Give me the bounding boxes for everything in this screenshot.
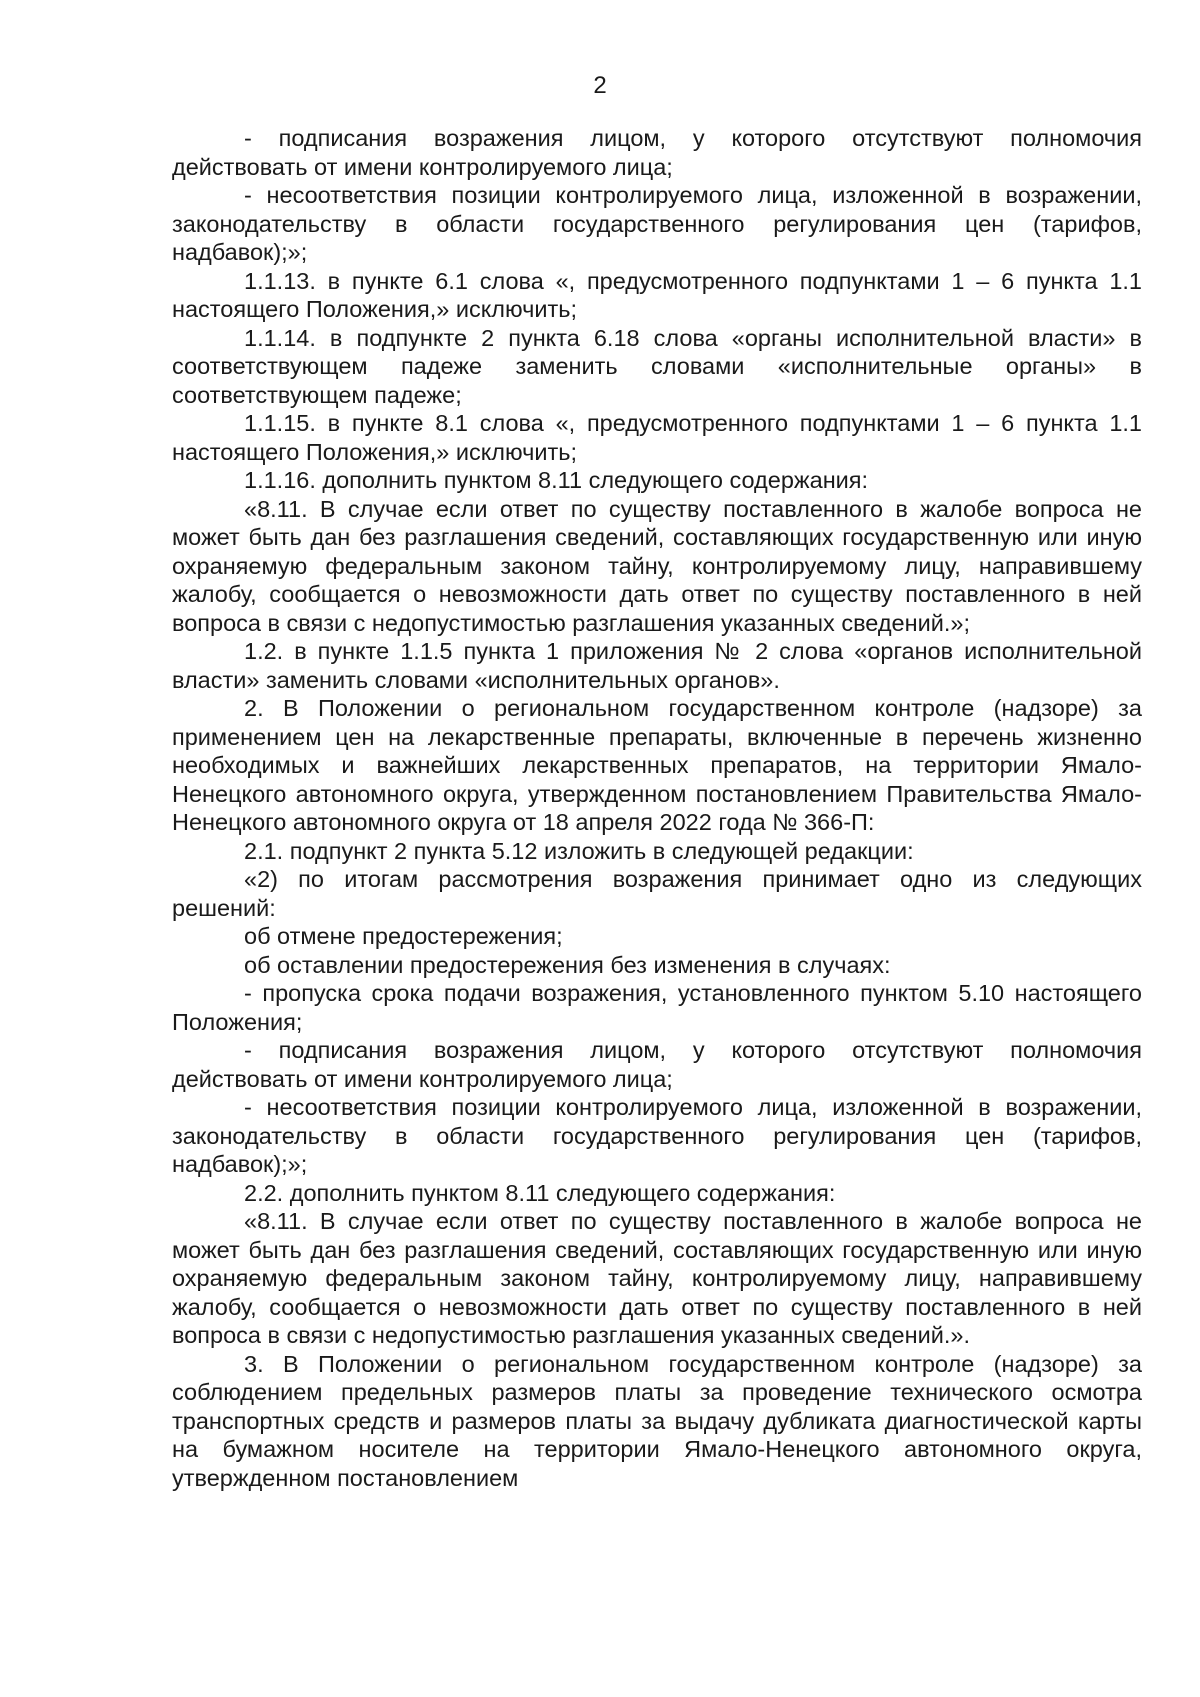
paragraph: 3. В Положении о региональном государственном контроле (надзоре) за соблюдением предельных размеров платы за проведение технического осмотра транспортных средств и размеров платы за выдачу дубликата диагностической карты на бумажном носителе на территории Ямало-Ненецкого автономного округа, утвержденном постановлением — [172, 1350, 1142, 1491]
paragraph: «8.11. В случае если ответ по существу поставленного в жалобе вопроса не может быть дан без разглашения сведений, составляющих государственную или иную охраняемую федеральным законом тайну, контролируемому лицу, направившему жалобу, сообщается о невозможности дать ответ по существу поставленного в ней вопроса в связи с недопустимостью разглашения указанных сведений.»; — [172, 495, 1142, 636]
paragraph: - пропуска срока подачи возражения, установленного пунктом 5.10 настоящего Положения; — [172, 980, 1142, 1035]
page-number: 2 — [593, 72, 607, 99]
paragraph: об оставлении предостережения без изменения в случаях: — [244, 951, 891, 978]
paragraph: 2. В Положении о региональном государственном контроле (надзоре) за применением цен на лекарственные препараты, включенные в перечень жизненно необходимых и важнейших лекарственных препаратов, на территории Ямало-Ненецкого автономного округа, утвержденном постановлением Правительства Ямало-Ненецкого автономного округа от 18 апреля 2022 года № 366-П: — [172, 695, 1142, 835]
paragraph: 1.1.13. в пункте 6.1 слова «, предусмотренного подпунктами 1 – 6 пункта 1.1 настоящего Положения,» исключить; — [172, 267, 1142, 322]
paragraph: 1.1.14. в подпункте 2 пункта 6.18 слова «органы исполнительной власти» в соответствующем падеже заменить словами «исполнительные органы» в соответствующем падеже; — [172, 324, 1142, 408]
paragraph: «2) по итогам рассмотрения возражения принимает одно из следующих решений: — [172, 866, 1142, 921]
paragraph: - несоответствия позиции контролируемого лица, изложенной в возражении, законодательству в области государственного регулирования цен (тарифов, надбавок);»; — [172, 182, 1142, 265]
paragraph: 1.2. в пункте 1.1.5 пункта 1 приложения № 2 слова «органов исполнительной власти» заменить словами «исполнительных органов». — [172, 638, 1142, 693]
paragraph: - подписания возражения лицом, у которого отсутствуют полномочия действовать от имени контролируемого лица; — [172, 1037, 1142, 1092]
paragraph: 2.2. дополнить пунктом 8.11 следующего содержания: — [244, 1179, 836, 1206]
paragraph: «8.11. В случае если ответ по существу поставленного в жалобе вопроса не может быть дан без разглашения сведений, составляющих государственную или иную охраняемую федеральным законом тайну, контролируемому лицу, направившему жалобу, сообщается о невозможности дать ответ по существу поставленного в ней вопроса в связи с недопустимостью разглашения указанных сведений.». — [172, 1208, 1142, 1348]
paragraph: об отмене предостережения; — [244, 923, 563, 949]
paragraph: 2.1. подпункт 2 пункта 5.12 изложить в следующей редакции: — [244, 837, 914, 864]
document-body — [172, 124, 1142, 1492]
paragraph: - подписания возражения лицом, у которого отсутствуют полномочия действовать от имени контролируемого лица; — [172, 125, 1142, 180]
paragraph: 1.1.16. дополнить пунктом 8.11 следующего содержания: — [244, 467, 869, 493]
paragraph: - несоответствия позиции контролируемого лица, изложенной в возражении, законодательству в области государственного регулирования цен (тарифов, надбавок);»; — [172, 1094, 1142, 1177]
paragraph: 1.1.15. в пункте 8.1 слова «, предусмотренного подпунктами 1 – 6 пункта 1.1 настоящего Положения,» исключить; — [172, 410, 1142, 465]
